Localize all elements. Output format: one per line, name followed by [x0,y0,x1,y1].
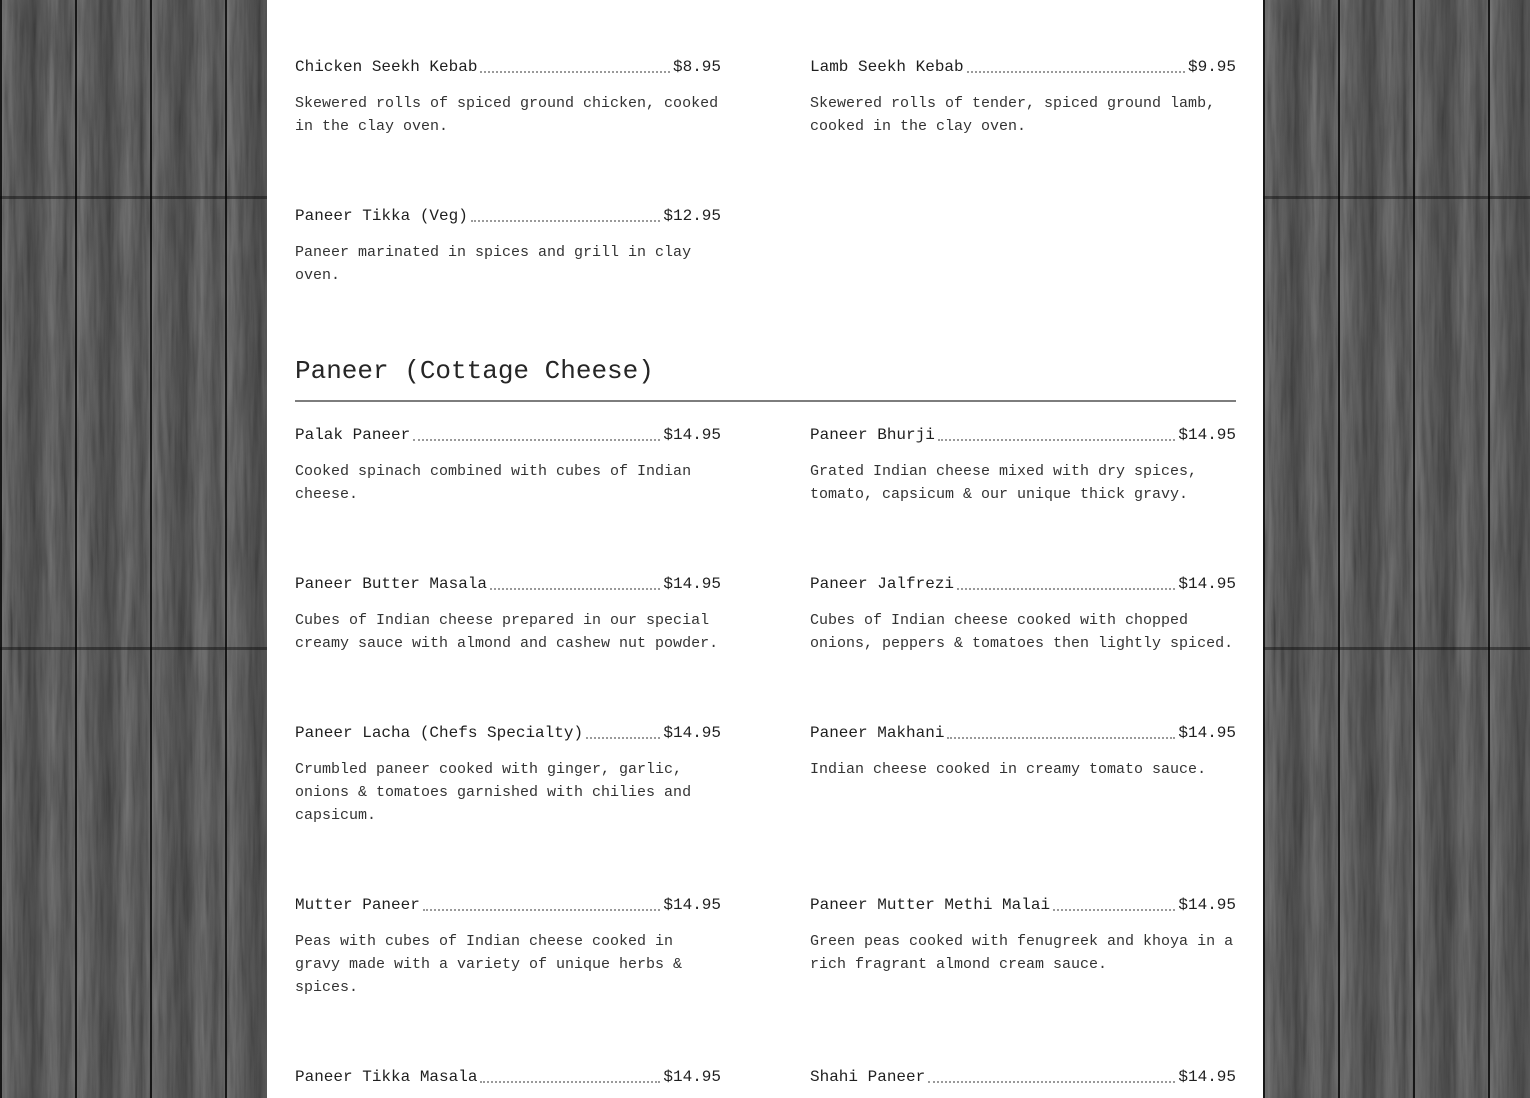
menu-item [295,207,721,287]
dotted-leader [967,71,1185,73]
dotted-leader [1053,909,1175,911]
menu-item-description: Green peas cooked with fenugreek and khoya in a rich fragrant almond cream sauce. [810,933,1234,973]
empty-cell [810,207,1236,287]
menu-item-header [295,1068,721,1087]
menu-section [295,356,1236,1087]
section-divider [295,400,1236,402]
menu-item-price: $14.95 [1178,426,1236,444]
menu-item-price: $14.95 [1178,896,1236,914]
menu-item-header [295,58,721,77]
wood-background-left [0,0,267,1098]
menu-item [295,896,721,999]
menu-item-header [810,1068,1236,1087]
menu-item [810,58,1236,138]
menu-item [810,896,1236,999]
menu-item-name: Paneer Bhurji [810,426,935,444]
menu-item-name: Paneer Butter Masala [295,575,488,593]
menu-item-name: Chicken Seekh Kebab [295,58,478,76]
menu-item [810,1068,1236,1087]
menu-item-price: $14.95 [663,426,721,444]
menu-page [267,0,1263,1098]
menu-item-price: $9.95 [1187,58,1236,76]
menu-item [295,724,721,827]
menu-item-price: $14.95 [663,896,721,914]
menu-item-header [810,426,1236,445]
dotted-leader [947,737,1175,739]
menu-item-description: Skewered rolls of tender, spiced ground lamb, cooked in the clay oven. [810,95,1216,135]
menu-item-description: Skewered rolls of spiced ground chicken, cooked in the clay oven. [295,95,719,135]
menu-item-price: $14.95 [663,1068,721,1086]
menu-item-name: Paneer Tikka Masala [295,1068,478,1086]
menu-item-description: Cubes of Indian cheese prepared in our special creamy sauce with almond and cashew nut powder. [295,612,719,652]
menu-item-header [810,724,1236,743]
menu-item-header [295,426,721,445]
menu-item-header [810,575,1236,594]
menu-item-header [295,724,721,743]
menu-item-name: Paneer Tikka (Veg) [295,207,468,225]
menu-content [295,58,1236,1087]
menu-item [810,426,1236,506]
menu-item-description: Crumbled paneer cooked with ginger, garlic, onions & tomatoes garnished with chilies and capsicum. [295,761,692,824]
menu-row [295,207,1236,287]
menu-item-description: Paneer marinated in spices and grill in clay oven. [295,244,692,284]
wood-grain-texture [0,0,267,1098]
menu-item [810,575,1236,655]
menu-item [295,1068,721,1087]
dotted-leader [938,439,1176,441]
menu-row [295,575,1236,655]
section-heading: Paneer (Cottage Cheese) [295,356,654,386]
menu-item-header [810,58,1236,77]
menu-row [295,724,1236,827]
dotted-leader [957,588,1175,590]
dotted-leader [586,737,660,739]
menu-item [295,575,721,655]
menu-item-name: Paneer Lacha (Chefs Specialty) [295,724,584,742]
menu-item-price: $12.95 [663,207,721,225]
menu-item-description: Indian cheese cooked in creamy tomato sauce. [810,761,1207,778]
menu-row [295,1068,1236,1087]
dotted-leader [471,220,661,222]
menu-item-description: Cooked spinach combined with cubes of Indian cheese. [295,463,692,503]
menu-item-description: Cubes of Indian cheese cooked with chopped onions, peppers & tomatoes then lightly spiced. [810,612,1234,652]
menu-item-price: $8.95 [672,58,721,76]
menu-item-description: Peas with cubes of Indian cheese cooked in gravy made with a variety of unique herbs & spices. [295,933,683,996]
menu-item-header [295,575,721,594]
dotted-leader [423,909,661,911]
dotted-leader [928,1081,1175,1083]
menu-item [295,426,721,506]
menu-item-name: Paneer Makhani [810,724,945,742]
dotted-leader [480,71,670,73]
menu-item-price: $14.95 [663,724,721,742]
menu-item [810,724,1236,827]
wood-grain-texture [1263,0,1530,1098]
section-rows [295,426,1236,1087]
menu-item-header [295,207,721,226]
menu-item-header [810,896,1236,915]
menu-item [295,58,721,138]
menu-item-name: Paneer Mutter Methi Malai [810,896,1051,914]
menu-item-price: $14.95 [1178,1068,1236,1086]
menu-item-name: Lamb Seekh Kebab [810,58,964,76]
dotted-leader [490,588,660,590]
section-rows [295,58,1236,287]
menu-row [295,58,1236,138]
menu-row [295,426,1236,506]
menu-item-header [295,896,721,915]
menu-row [295,896,1236,999]
menu-item-name: Paneer Jalfrezi [810,575,955,593]
menu-section [295,58,1236,287]
menu-item-price: $14.95 [1178,724,1236,742]
menu-item-price: $14.95 [663,575,721,593]
dotted-leader [480,1081,660,1083]
menu-item-name: Shahi Paneer [810,1068,926,1086]
dotted-leader [413,439,660,441]
menu-item-name: Palak Paneer [295,426,411,444]
menu-item-description: Grated Indian cheese mixed with dry spices, tomato, capsicum & our unique thick gravy. [810,463,1198,503]
wood-background-right [1263,0,1530,1098]
menu-item-price: $14.95 [1178,575,1236,593]
menu-item-name: Mutter Paneer [295,896,420,914]
